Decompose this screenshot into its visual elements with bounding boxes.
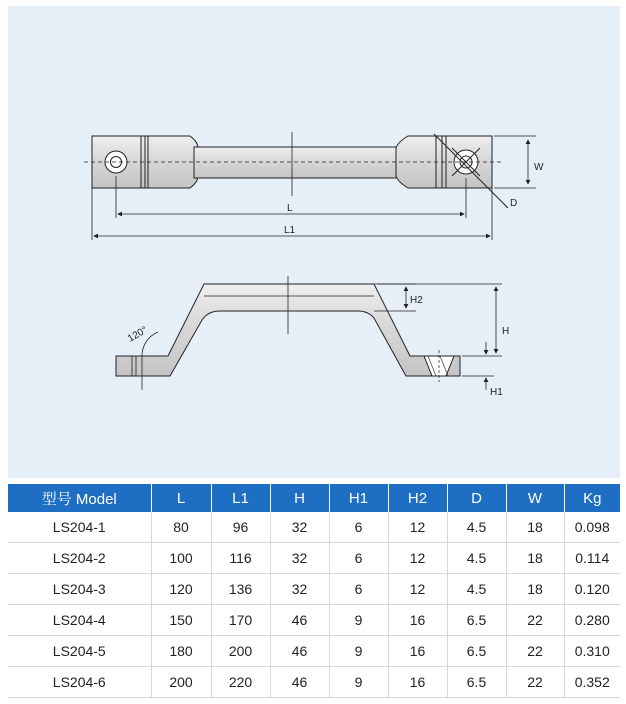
cell-l1: 220 xyxy=(211,667,270,698)
cell-kg: 0.352 xyxy=(564,667,620,698)
cell-d: 6.5 xyxy=(447,667,506,698)
label-w: W xyxy=(534,162,544,173)
cell-w: 22 xyxy=(506,667,564,698)
header-w: W xyxy=(506,484,564,512)
header-d: D xyxy=(447,484,506,512)
header-h2: H2 xyxy=(388,484,447,512)
cell-h: 32 xyxy=(270,543,329,574)
cell-h: 32 xyxy=(270,512,329,543)
cell-w: 18 xyxy=(506,543,564,574)
cell-l1: 96 xyxy=(211,512,270,543)
cell-h2: 12 xyxy=(388,574,447,605)
cell-l1: 136 xyxy=(211,574,270,605)
cell-kg: 0.280 xyxy=(564,605,620,636)
label-h: H xyxy=(502,326,510,337)
label-l1: L1 xyxy=(284,225,296,236)
top-view xyxy=(84,132,536,240)
cell-w: 18 xyxy=(506,574,564,605)
label-h2: H2 xyxy=(410,295,423,306)
cell-h1: 6 xyxy=(329,574,388,605)
cell-h2: 16 xyxy=(388,667,447,698)
cell-model: LS204-2 xyxy=(8,543,151,574)
cell-h1: 9 xyxy=(329,636,388,667)
cell-model: LS204-5 xyxy=(8,636,151,667)
table-row xyxy=(8,512,620,543)
table-header-row xyxy=(8,484,620,512)
table-row xyxy=(8,667,620,698)
cell-d: 4.5 xyxy=(447,543,506,574)
cell-h2: 16 xyxy=(388,636,447,667)
spec-table xyxy=(8,484,620,698)
cell-l: 120 xyxy=(151,574,211,605)
cell-h: 46 xyxy=(270,667,329,698)
table-row xyxy=(8,543,620,574)
cell-kg: 0.114 xyxy=(564,543,620,574)
cell-kg: 0.120 xyxy=(564,574,620,605)
cell-model: LS204-3 xyxy=(8,574,151,605)
cell-kg: 0.098 xyxy=(564,512,620,543)
cell-w: 22 xyxy=(506,636,564,667)
cell-h1: 9 xyxy=(329,605,388,636)
cell-l1: 170 xyxy=(211,605,270,636)
cell-h: 46 xyxy=(270,636,329,667)
table-row xyxy=(8,636,620,667)
cell-h2: 16 xyxy=(388,605,447,636)
label-angle: 120° xyxy=(126,324,150,345)
header-h: H xyxy=(270,484,329,512)
technical-drawing-panel xyxy=(8,6,620,478)
header-kg: Kg xyxy=(564,484,620,512)
cell-h1: 6 xyxy=(329,512,388,543)
cell-model: LS204-6 xyxy=(8,667,151,698)
cell-h2: 12 xyxy=(388,543,447,574)
handle-drawing xyxy=(8,6,620,478)
cell-l: 180 xyxy=(151,636,211,667)
cell-kg: 0.310 xyxy=(564,636,620,667)
cell-h1: 9 xyxy=(329,667,388,698)
label-l: L xyxy=(287,203,293,214)
table-row xyxy=(8,605,620,636)
header-l1: L1 xyxy=(211,484,270,512)
table-row xyxy=(8,574,620,605)
cell-w: 22 xyxy=(506,605,564,636)
cell-d: 4.5 xyxy=(447,512,506,543)
cell-d: 4.5 xyxy=(447,574,506,605)
cell-l: 100 xyxy=(151,543,211,574)
cell-d: 6.5 xyxy=(447,605,506,636)
cell-w: 18 xyxy=(506,512,564,543)
header-h1: H1 xyxy=(329,484,388,512)
cell-model: LS204-1 xyxy=(8,512,151,543)
cell-l: 200 xyxy=(151,667,211,698)
label-d: D xyxy=(510,198,518,209)
cell-h: 46 xyxy=(270,605,329,636)
header-l: L xyxy=(151,484,211,512)
side-view xyxy=(116,276,502,390)
cell-h: 32 xyxy=(270,574,329,605)
cell-d: 6.5 xyxy=(447,636,506,667)
cell-h1: 6 xyxy=(329,543,388,574)
cell-l: 80 xyxy=(151,512,211,543)
label-h1: H1 xyxy=(490,387,503,398)
cell-l: 150 xyxy=(151,605,211,636)
cell-l1: 200 xyxy=(211,636,270,667)
cell-model: LS204-4 xyxy=(8,605,151,636)
header-model: 型号 Model xyxy=(8,484,151,512)
cell-h2: 12 xyxy=(388,512,447,543)
cell-l1: 116 xyxy=(211,543,270,574)
